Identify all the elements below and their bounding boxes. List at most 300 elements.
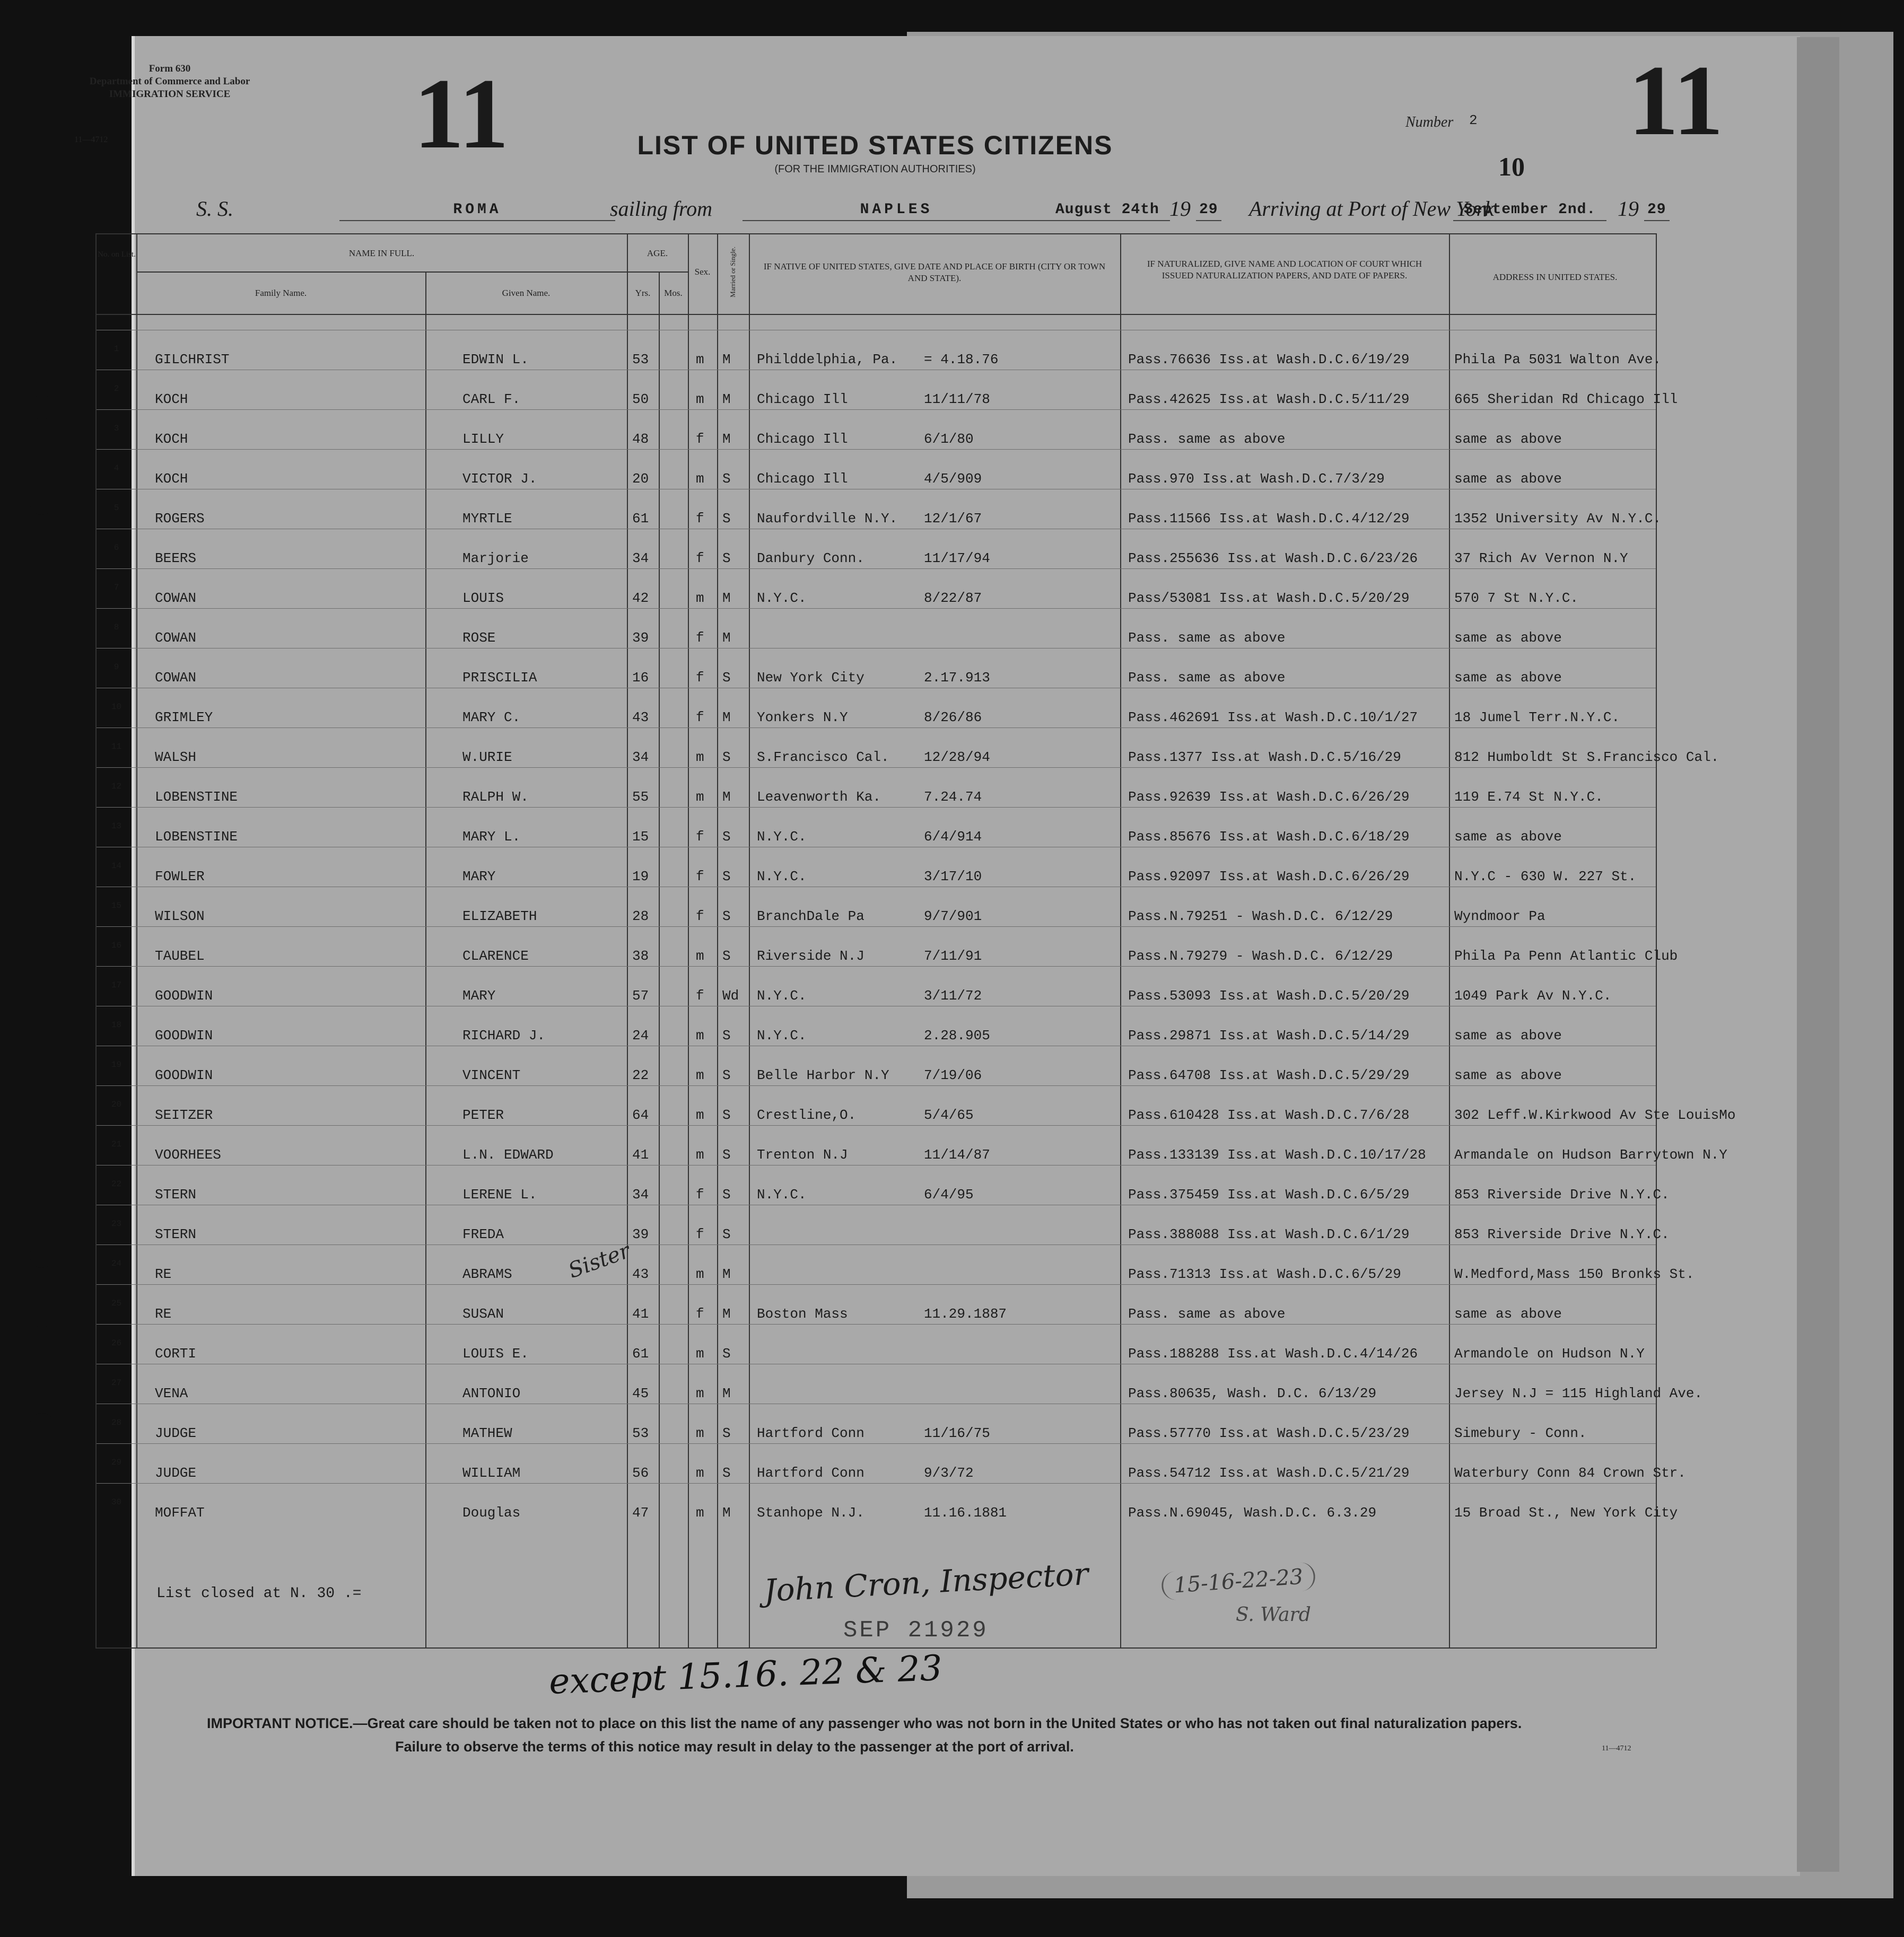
age: 42 [632, 590, 649, 606]
port-from: NAPLES [743, 201, 1050, 221]
naturalization-papers: Pass.255636 Iss.at Wash.D.C.6/23/26 [1128, 550, 1418, 566]
given-name: LOUIS [462, 590, 504, 606]
birth-place: Naufordville N.Y. [757, 511, 898, 527]
table-row [97, 1165, 1670, 1205]
family-name: BEERS [155, 550, 197, 566]
us-address: 302 Leff.W.Kirkwood Av Ste LouisMo [1454, 1107, 1736, 1123]
header-name-in-full: NAME IN FULL. [348, 248, 415, 258]
us-address: same as above [1454, 1067, 1562, 1083]
age: 16 [632, 670, 649, 686]
sex: f [696, 988, 704, 1004]
inspector-signature: John Cron, Inspector [763, 1556, 1089, 1609]
family-name: STERN [155, 1226, 197, 1242]
page-number-right: 11 [1628, 45, 1724, 156]
birth-date: 7/19/06 [924, 1067, 982, 1083]
us-address: Waterbury Conn 84 Crown Str. [1454, 1465, 1686, 1481]
marital-status: S [722, 1107, 731, 1123]
sex: m [696, 749, 704, 765]
no: 6 [113, 543, 119, 553]
birth-place: Belle Harbor N.Y [757, 1067, 889, 1083]
no: 18 [111, 1020, 122, 1030]
list-closed-note: List closed at N. 30 .= [156, 1585, 362, 1602]
birth-date: 3/17/10 [924, 869, 982, 884]
sex: m [696, 1465, 704, 1481]
birth-place: Chicago Ill [757, 391, 848, 407]
no: 7 [113, 583, 119, 592]
no: 29 [111, 1458, 122, 1467]
given-name: LILLY [462, 431, 504, 447]
table-row [97, 409, 1656, 450]
birth-place: N.Y.C. [757, 1187, 807, 1203]
birth-date: = 4.18.76 [924, 352, 999, 367]
given-name: CARL F. [462, 391, 521, 407]
birth-place: BranchDale Pa [757, 908, 864, 924]
sex: m [696, 948, 704, 964]
no: 10 [111, 702, 122, 712]
sex: m [696, 471, 704, 487]
marital-status: S [722, 1147, 731, 1163]
age: 61 [632, 511, 649, 527]
sex: m [696, 352, 704, 367]
table-row [97, 728, 1719, 768]
birth-place: Philddelphia, Pa. [757, 352, 898, 367]
sex: m [696, 391, 704, 407]
number-label: Number [1405, 114, 1454, 130]
given-name: ROSE [462, 630, 496, 646]
age: 53 [632, 1425, 649, 1441]
given-name: MARY [462, 869, 496, 884]
family-name: WILSON [155, 908, 205, 924]
arrive-year: 29 [1644, 201, 1670, 221]
us-address: same as above [1454, 1028, 1562, 1044]
family-name: JUDGE [155, 1425, 197, 1441]
binder-hole-icon [30, 1243, 54, 1268]
marital-status: S [722, 550, 731, 566]
birth-date: 6/4/95 [924, 1187, 974, 1203]
family-name: COWAN [155, 630, 197, 646]
no: 16 [111, 941, 122, 950]
sex: m [696, 1505, 704, 1521]
initials: S. Ward [1236, 1604, 1311, 1626]
naturalization-papers: Pass.76636 Iss.at Wash.D.C.6/19/29 [1128, 352, 1410, 367]
table-row [97, 847, 1656, 887]
header-subrule [136, 271, 688, 273]
depart-year: 29 [1196, 201, 1221, 221]
table-row [97, 449, 1656, 489]
birth-date: 2.17.913 [924, 670, 990, 686]
sex: m [696, 1425, 704, 1441]
naturalization-papers: Pass.133139 Iss.at Wash.D.C.10/17/28 [1128, 1147, 1426, 1163]
ship-name: ROMA [339, 201, 615, 221]
table-row [97, 887, 1656, 927]
naturalization-papers: Pass.11566 Iss.at Wash.D.C.4/12/29 [1128, 511, 1410, 527]
marital-status: S [722, 1226, 731, 1242]
given-name: MATHEW [462, 1425, 512, 1441]
given-name: Douglas [462, 1505, 521, 1521]
marital-status: S [722, 471, 731, 487]
department-name: Department of Commerce and Labor [89, 76, 250, 87]
birth-date: 7/11/91 [924, 948, 982, 964]
marital-status: S [722, 1067, 731, 1083]
sex: f [696, 1187, 704, 1203]
no: 20 [111, 1100, 122, 1109]
marital-status: M [722, 630, 731, 646]
header-family-name: Family Name. [255, 288, 307, 298]
marital-status: S [722, 1425, 731, 1441]
naturalization-papers: Pass.57770 Iss.at Wash.D.C.5/23/29 [1128, 1425, 1410, 1441]
us-address: 570 7 St N.Y.C. [1454, 590, 1579, 606]
family-name: GOODWIN [155, 988, 213, 1004]
document-title: LIST OF UNITED STATES CITIZENS [637, 130, 1113, 160]
age: 34 [632, 550, 649, 566]
family-name: GOODWIN [155, 1067, 213, 1083]
marital-status: M [722, 391, 731, 407]
depart-date: August 24th [1045, 201, 1170, 221]
header-married: Married or Single. [729, 247, 737, 297]
birth-place: New York City [757, 670, 864, 686]
marital-status: Wd [722, 988, 739, 1004]
sex: m [696, 1107, 704, 1123]
marital-status: M [722, 590, 731, 606]
naturalization-papers: Pass. same as above [1128, 431, 1286, 447]
no: 19 [111, 1060, 122, 1070]
binder-hole-icon [30, 1326, 54, 1350]
birth-place: Chicago Ill [757, 431, 848, 447]
naturalization-papers: Pass.53093 Iss.at Wash.D.C.5/20/29 [1128, 988, 1410, 1004]
age: 64 [632, 1107, 649, 1123]
naturalization-papers: Pass.610428 Iss.at Wash.D.C.7/6/28 [1128, 1107, 1410, 1123]
table-row [97, 1205, 1670, 1245]
age: 57 [632, 988, 649, 1004]
given-name: MARY L. [462, 829, 521, 845]
binder-hole-icon [30, 395, 54, 419]
birth-place: S.Francisco Cal. [757, 749, 889, 765]
table-row [97, 966, 1656, 1006]
age: 34 [632, 1187, 649, 1203]
birth-place: N.Y.C. [757, 829, 807, 845]
given-name: LOUIS E. [462, 1346, 529, 1362]
no: 8 [113, 623, 119, 632]
birth-place: Trenton N.J [757, 1147, 848, 1163]
no: 23 [111, 1219, 122, 1229]
naturalization-papers: Pass.1377 Iss.at Wash.D.C.5/16/29 [1128, 749, 1401, 765]
important-notice [207, 1712, 1718, 1758]
family-name: MOFFAT [155, 1505, 205, 1521]
sister-note: Sister [565, 1238, 633, 1284]
family-name: GRIMLEY [155, 709, 213, 725]
table-row [97, 608, 1656, 648]
table-row [97, 330, 1662, 370]
us-address: Phila Pa 5031 Walton Ave. [1454, 352, 1662, 367]
sex: m [696, 1067, 704, 1083]
given-name: FREDA [462, 1226, 504, 1242]
table-row [97, 1125, 1727, 1165]
naturalization-papers: Pass.188288 Iss.at Wash.D.C.4/14/26 [1128, 1346, 1418, 1362]
age: 19 [632, 869, 649, 884]
birth-date: 12/28/94 [924, 749, 990, 765]
naturalization-papers: Pass.388088 Iss.at Wash.D.C.6/1/29 [1128, 1226, 1410, 1242]
naturalization-papers: Pass.970 Iss.at Wash.D.C.7/3/29 [1128, 471, 1385, 487]
naturalization-papers: Pass.375459 Iss.at Wash.D.C.6/5/29 [1128, 1187, 1410, 1203]
table-row [97, 1006, 1656, 1046]
page-edge [1797, 37, 1839, 1872]
no: 13 [111, 821, 122, 831]
birth-date: 12/1/67 [924, 511, 982, 527]
naturalization-papers: Pass.N.79251 - Wash.D.C. 6/12/29 [1128, 908, 1393, 924]
sex: m [696, 1346, 704, 1362]
naturalization-papers: Pass.71313 Iss.at Wash.D.C.6/5/29 [1128, 1266, 1401, 1282]
sex: f [696, 431, 704, 447]
birth-place: N.Y.C. [757, 869, 807, 884]
binder-hole-icon [30, 1413, 54, 1438]
birth-date: 3/11/72 [924, 988, 982, 1004]
family-name: JUDGE [155, 1465, 197, 1481]
table-row [97, 1324, 1656, 1364]
marital-status: M [722, 431, 731, 447]
notice-line-1: —Great care should be taken not to place on this list the name of any passenger who was not born in the United States or who has not taken out final naturalization papers. [353, 1715, 1522, 1731]
given-name: WILLIAM [462, 1465, 521, 1481]
family-name: RE [155, 1306, 172, 1322]
header-address: ADDRESS IN UNITED STATES. [1492, 272, 1618, 282]
birth-place: Boston Mass [757, 1306, 848, 1322]
family-name: FOWLER [155, 869, 205, 884]
no: 27 [111, 1378, 122, 1388]
age: 41 [632, 1147, 649, 1163]
no: 12 [111, 782, 122, 791]
us-address: 18 Jumel Terr.N.Y.C. [1454, 709, 1620, 725]
family-name: LOBENSTINE [155, 829, 238, 845]
birth-place: Stanhope N.J. [757, 1505, 864, 1521]
birth-place: Danbury Conn. [757, 550, 864, 566]
naturalization-papers: Pass.N.79279 - Wash.D.C. 6/12/29 [1128, 948, 1393, 964]
age: 55 [632, 789, 649, 805]
us-address: Wyndmoor Pa [1454, 908, 1545, 924]
birth-place: N.Y.C. [757, 590, 807, 606]
ss-label: S. S. [196, 197, 233, 221]
birth-place: Chicago Ill [757, 471, 848, 487]
given-name: PRISCILIA [462, 670, 537, 686]
us-address: 37 Rich Av Vernon N.Y [1454, 550, 1628, 566]
birth-place: N.Y.C. [757, 988, 807, 1004]
date-stamp: SEP 21929 [843, 1617, 989, 1644]
sex: f [696, 1306, 704, 1322]
no: 24 [111, 1259, 122, 1268]
sex: m [696, 1147, 704, 1163]
given-name: VINCENT [462, 1067, 521, 1083]
us-address: Simebury - Conn. [1454, 1425, 1587, 1441]
us-address: N.Y.C - 630 W. 227 St. [1454, 869, 1637, 884]
family-name: SEITZER [155, 1107, 213, 1123]
naturalization-papers: Pass.80635, Wash. D.C. 6/13/29 [1128, 1386, 1377, 1401]
no: 3 [113, 424, 119, 433]
age: 22 [632, 1067, 649, 1083]
sex: f [696, 829, 704, 845]
table-row [97, 1443, 1686, 1484]
sub-number: 10 [1498, 152, 1525, 181]
no: 21 [111, 1140, 122, 1149]
us-address: 15 Broad St., New York City [1454, 1505, 1678, 1521]
us-address: 1049 Park Av N.Y.C. [1454, 988, 1612, 1004]
marital-status: M [722, 1266, 731, 1282]
binder-hole-icon [30, 490, 54, 515]
marital-status: M [722, 352, 731, 367]
given-name: ELIZABETH [462, 908, 537, 924]
table-row [97, 767, 1656, 808]
us-address: same as above [1454, 431, 1562, 447]
us-address: 665 Sheridan Rd Chicago Ill [1454, 391, 1678, 407]
birth-date: 9/3/72 [924, 1465, 974, 1481]
header-age: AGE. [647, 248, 668, 258]
arrive-year-prefix: 19 [1618, 197, 1639, 221]
given-name: W.URIE [462, 749, 512, 765]
table-row [97, 1085, 1736, 1126]
sex: m [696, 1028, 704, 1044]
birth-date: 5/4/65 [924, 1107, 974, 1123]
marital-status: M [722, 1505, 731, 1521]
given-name: PETER [462, 1107, 504, 1123]
no: 9 [113, 662, 119, 672]
notice-heading: IMPORTANT NOTICE. [207, 1715, 353, 1731]
family-name: KOCH [155, 431, 188, 447]
birth-place: Leavenworth Ka. [757, 789, 881, 805]
us-address: same as above [1454, 829, 1562, 845]
birth-date: 11/14/87 [924, 1147, 990, 1163]
no: 30 [111, 1497, 122, 1507]
naturalization-papers: Pass.462691 Iss.at Wash.D.C.10/1/27 [1128, 709, 1418, 725]
family-name: STERN [155, 1187, 197, 1203]
voyage-line [74, 196, 1665, 228]
given-name: MARY [462, 988, 496, 1004]
age: 39 [632, 630, 649, 646]
marital-status: S [722, 869, 731, 884]
header-yrs: Yrs. [635, 288, 651, 298]
table-row [97, 926, 1678, 967]
birth-place: Yonkers N.Y [757, 709, 848, 725]
age: 20 [632, 471, 649, 487]
table-row [97, 1244, 1695, 1285]
sex: f [696, 709, 704, 725]
naturalization-papers: Pass.29871 Iss.at Wash.D.C.5/14/29 [1128, 1028, 1410, 1044]
age: 48 [632, 431, 649, 447]
table-row [97, 489, 1662, 529]
excepted-codes: 15-16-22-23 [1160, 1562, 1316, 1601]
marital-status: S [722, 1465, 731, 1481]
marital-status: S [722, 1187, 731, 1203]
table-row [97, 1284, 1656, 1325]
no: 28 [111, 1418, 122, 1427]
birth-date: 11/11/78 [924, 391, 990, 407]
service-name: IMMIGRATION SERVICE [109, 89, 231, 100]
birth-date: 6/1/80 [924, 431, 974, 447]
us-address: Armandale on Hudson Barrytown N.Y [1454, 1147, 1727, 1163]
age: 43 [632, 709, 649, 725]
birth-date: 8/22/87 [924, 590, 982, 606]
given-name: MYRTLE [462, 511, 512, 527]
us-address: 853 Riverside Drive N.Y.C. [1454, 1226, 1670, 1242]
marital-status: S [722, 511, 731, 527]
marital-status: M [722, 709, 731, 725]
age: 15 [632, 829, 649, 845]
age: 38 [632, 948, 649, 964]
form-number: Form 630 [149, 63, 191, 74]
table-row [97, 807, 1656, 847]
birth-date: 8/26/86 [924, 709, 982, 725]
age: 50 [632, 391, 649, 407]
us-address: same as above [1454, 1306, 1562, 1322]
birth-date: 11/17/94 [924, 550, 990, 566]
no: 4 [113, 463, 119, 473]
birth-date: 9/7/901 [924, 908, 982, 924]
us-address: 1352 University Av N.Y.C. [1454, 511, 1662, 527]
sex: f [696, 908, 704, 924]
form-info [74, 63, 265, 101]
family-name: KOCH [155, 471, 188, 487]
naturalization-papers: Pass.64708 Iss.at Wash.D.C.5/29/29 [1128, 1067, 1410, 1083]
header-given-name: Given Name. [502, 288, 551, 298]
marital-status: S [722, 948, 731, 964]
naturalization-papers: Pass.42625 Iss.at Wash.D.C.5/11/29 [1128, 391, 1410, 407]
birth-date: 2.28.905 [924, 1028, 990, 1044]
number-value: 2 [1469, 112, 1478, 128]
depart-year-prefix: 19 [1169, 197, 1191, 221]
family-name: CORTI [155, 1346, 197, 1362]
birth-place: N.Y.C. [757, 1028, 807, 1044]
family-name: COWAN [155, 590, 197, 606]
sex: f [696, 511, 704, 527]
sex: m [696, 1386, 704, 1401]
no: 11 [111, 742, 122, 751]
given-name: VICTOR J. [462, 471, 537, 487]
no: 26 [111, 1338, 122, 1348]
age: 39 [632, 1226, 649, 1242]
sailing-label: sailing from [610, 197, 712, 221]
family-name: COWAN [155, 670, 197, 686]
age: 47 [632, 1505, 649, 1521]
us-address: 853 Riverside Drive N.Y.C. [1454, 1187, 1670, 1203]
naturalization-papers: Pass.N.69045, Wash.D.C. 6.3.29 [1128, 1505, 1377, 1521]
given-name: SUSAN [462, 1306, 504, 1322]
marital-status: S [722, 670, 731, 686]
no: 5 [113, 503, 119, 513]
sex: f [696, 630, 704, 646]
no: 1 [113, 344, 119, 354]
header-birth: IF NATIVE OF UNITED STATES, GIVE DATE AND PLACE OF BIRTH (CITY OR TOWN AND STATE). [763, 261, 1106, 283]
sex: m [696, 1266, 704, 1282]
header-rule [97, 314, 1656, 315]
naturalization-papers: Pass. same as above [1128, 670, 1286, 686]
birth-place: Riverside N.J [757, 948, 864, 964]
marital-status: S [722, 908, 731, 924]
arrive-date: September 2nd. [1453, 201, 1606, 221]
citizens-table [95, 233, 1736, 1649]
table-row [97, 1483, 1678, 1523]
arriving-label: Arriving at Port of New York [1249, 197, 1494, 221]
marital-status: M [722, 789, 731, 805]
age: 45 [632, 1386, 649, 1401]
document-subtitle: (FOR THE IMMIGRATION AUTHORITIES) [774, 163, 976, 175]
page-number-left: 11 [414, 58, 509, 170]
birth-date: 11.29.1887 [924, 1306, 1007, 1322]
no: 14 [111, 861, 122, 871]
age: 53 [632, 352, 649, 367]
birth-date: 11/16/75 [924, 1425, 990, 1441]
table-row [97, 370, 1678, 410]
header-no: No. on List. [98, 250, 136, 259]
naturalization-papers: Pass. same as above [1128, 1306, 1286, 1322]
given-name: Marjorie [462, 550, 529, 566]
naturalization-papers: Pass.92097 Iss.at Wash.D.C.6/26/29 [1128, 869, 1410, 884]
header-mos: Mos. [664, 288, 683, 298]
